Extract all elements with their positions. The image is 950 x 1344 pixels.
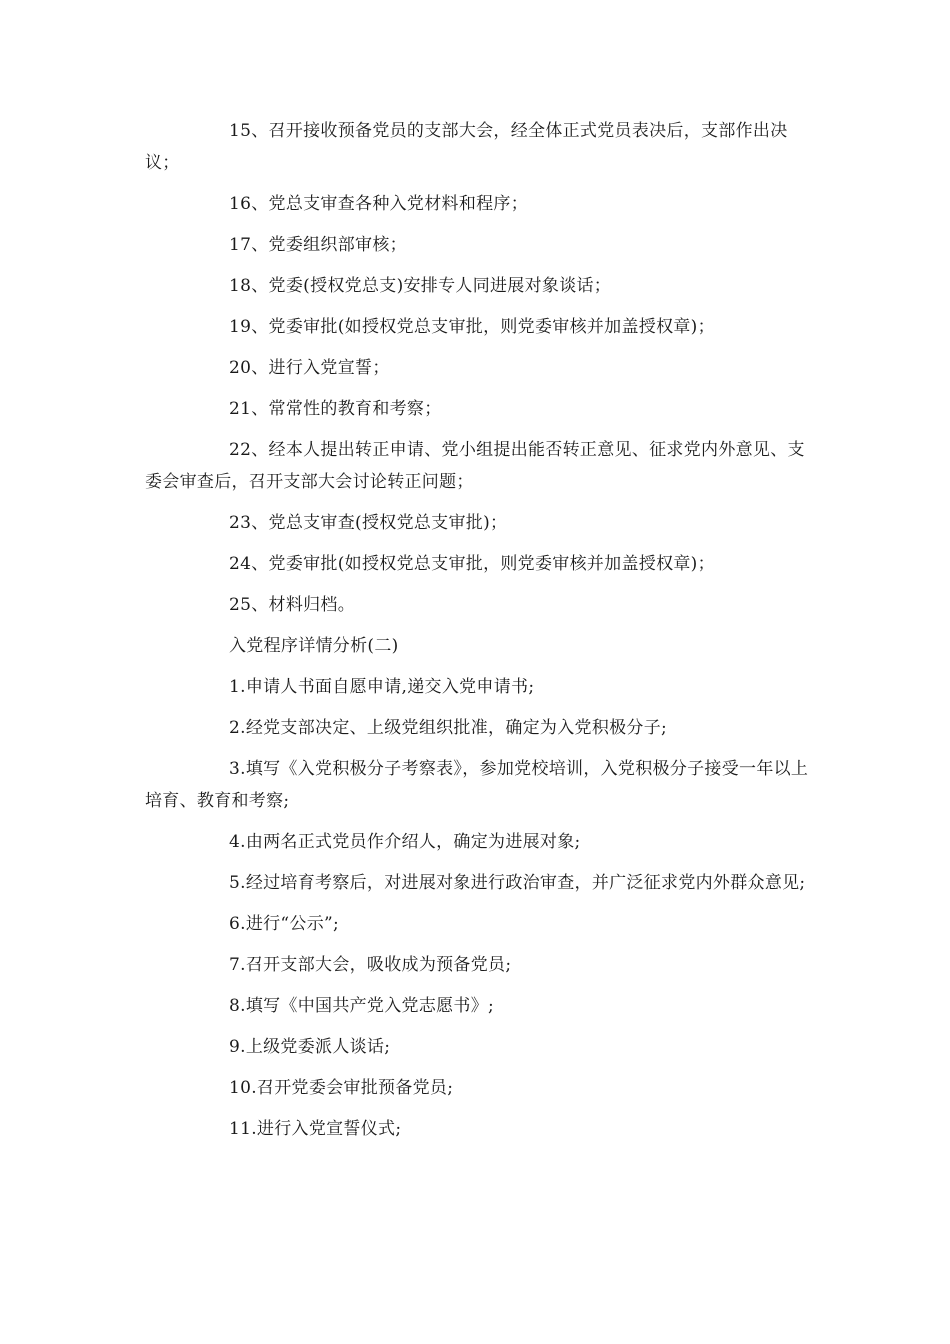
paragraph-21: 21、常常性的教育和考察；: [229, 399, 442, 419]
paragraph-18: 18、党委(授权党总支)安排专人同进展对象谈话；: [229, 276, 612, 296]
paragraph-20: 20、进行入党宣誓；: [229, 358, 390, 378]
paragraph-15: 15、召开接收预备党员的支部大会，经全体正式党员表决后，支部作出决议；: [145, 121, 788, 173]
document-body: [145, 115, 810, 1154]
step-1: 1.申请人书面自愿申请,递交入党申请书;: [229, 677, 535, 697]
paragraph-24: 24、党委审批(如授权党总支审批，则党委审核并加盖授权章)；: [229, 554, 715, 574]
step-3: 3.填写《入党积极分子考察表》，参加党校培训，入党积极分子接受一年以上培育、教育和考察;: [145, 759, 809, 811]
step-8: 8.填写《中国共产党入党志愿书》;: [229, 996, 495, 1016]
step-7: 7.召开支部大会，吸收成为预备党员;: [229, 955, 512, 975]
step-2: 2.经党支部决定、上级党组织批准，确定为入党积极分子;: [229, 718, 668, 738]
step-10: 10.召开党委会审批预备党员;: [229, 1078, 454, 1098]
paragraph-25: 25、材料归档。: [229, 595, 356, 615]
paragraph-23: 23、党总支审查(授权党总支审批)；: [229, 513, 508, 533]
step-4: 4.由两名正式党员作介绍人，确定为进展对象;: [229, 832, 581, 852]
paragraph-17: 17、党委组织部审核；: [229, 235, 407, 255]
step-11: 11.进行入党宣誓仪式;: [229, 1119, 402, 1139]
section-heading: 入党程序详情分析(二): [229, 636, 399, 656]
paragraph-22: 22、经本人提出转正申请、党小组提出能否转正意见、征求党内外意见、支委会审查后，召开支部大会讨论转正问题；: [145, 440, 805, 492]
step-6: 6.进行“公示”;: [229, 914, 340, 934]
step-5: 5.经过培育考察后，对进展对象进行政治审查，并广泛征求党内外群众意见;: [229, 873, 806, 893]
step-9: 9.上级党委派人谈话;: [229, 1037, 391, 1057]
paragraph-16: 16、党总支审查各种入党材料和程序；: [229, 194, 529, 214]
paragraph-19: 19、党委审批(如授权党总支审批，则党委审核并加盖授权章)；: [229, 317, 715, 337]
